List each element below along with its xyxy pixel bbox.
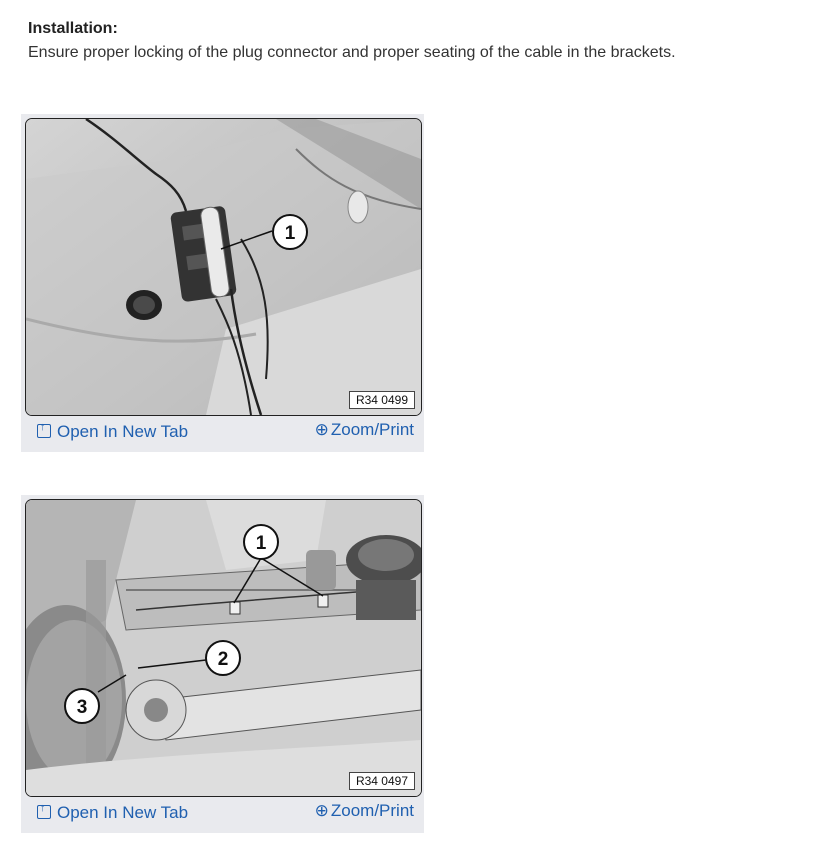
zoom-in-icon: ⊕ [314,420,329,439]
figure-2 [21,495,424,833]
figure-2-illustration [26,500,421,796]
zoom-print-label: Zoom/Print [330,420,414,439]
figure-2-image[interactable] [25,499,422,797]
section-heading: Installation: [28,20,118,37]
callout-2: 2 [217,649,229,670]
open-in-new-tab-label: Open In New Tab [57,422,189,441]
figure-2-actions [21,799,424,829]
installation-instructions: Ensure proper locking of the plug connector and proper seating of the cable in the brackets. [28,44,676,61]
zoom-in-icon: ⊕ [314,801,329,820]
figure-1-actions [21,418,424,448]
zoom-print-link[interactable] [315,801,414,821]
figure-1-image[interactable] [25,118,422,416]
figure-1 [21,114,424,452]
callout-1: 1 [284,223,296,244]
figure-id-label: R34 0497 [349,772,415,790]
callout-1: 1 [255,533,267,554]
open-in-new-tab-label: Open In New Tab [57,803,189,822]
figure-1-illustration [26,119,421,415]
zoom-print-link[interactable] [315,420,414,440]
zoom-print-label: Zoom/Print [330,801,414,820]
open-in-new-tab-icon [37,805,51,819]
figure-id-label: R34 0499 [349,391,415,409]
callout-3: 3 [76,697,88,718]
open-in-new-tab-link[interactable] [37,422,188,442]
open-in-new-tab-link[interactable] [37,803,188,823]
open-in-new-tab-icon [37,424,51,438]
